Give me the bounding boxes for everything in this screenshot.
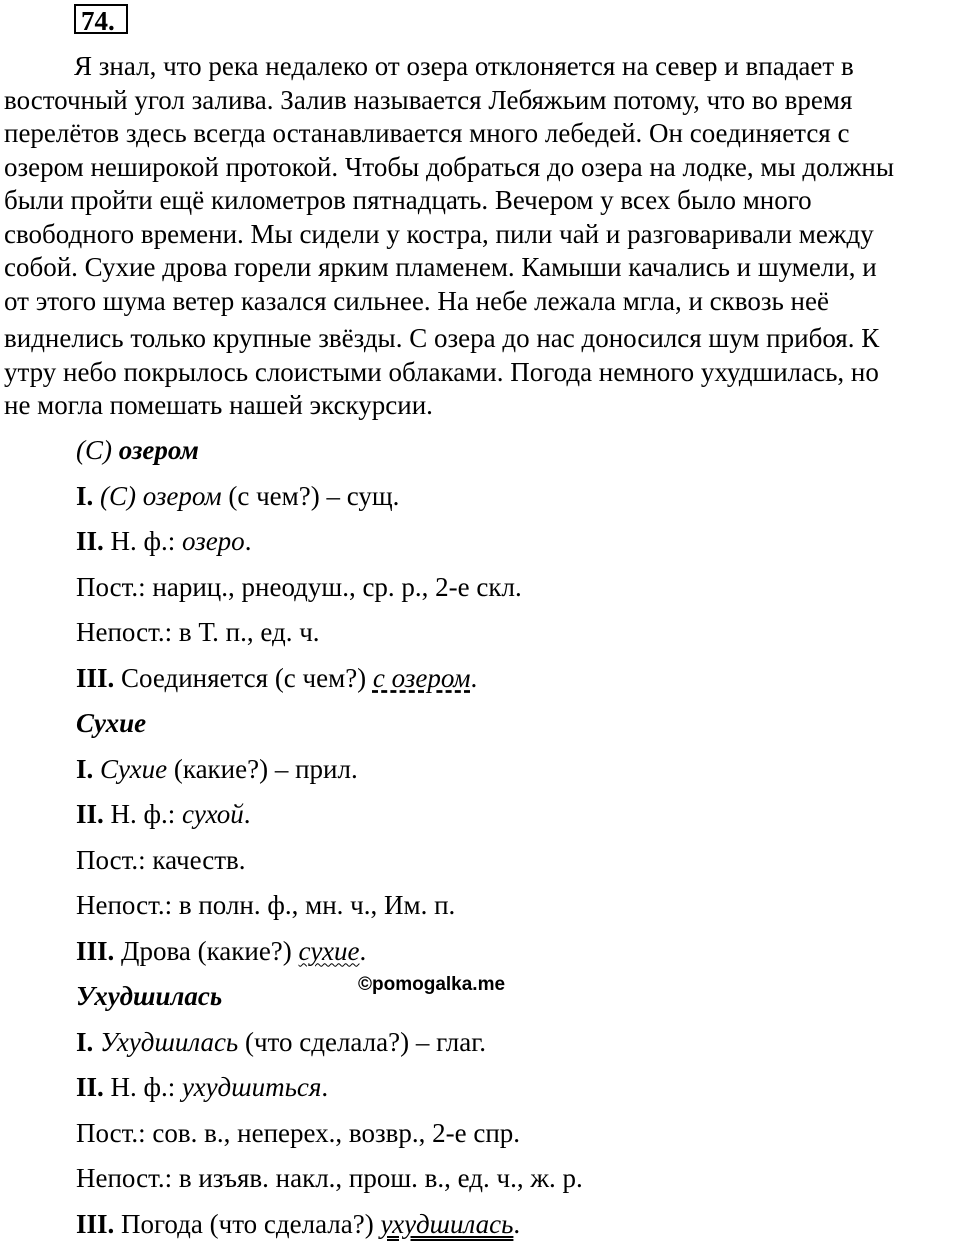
step-text: Погода (что сделала?) — [114, 1209, 380, 1239]
step-text: . — [471, 663, 478, 693]
sentence-role-word: с озером — [373, 663, 471, 693]
exercise-number: 74. — [74, 4, 128, 34]
heading-preposition: (С) — [76, 435, 112, 465]
analyzed-word: Сухие — [100, 754, 167, 784]
analysis-step-ii — [76, 796, 936, 842]
analysis-heading — [76, 432, 936, 478]
step-label: II. — [76, 526, 104, 556]
constant-features: Пост.: качеств. — [76, 842, 936, 888]
constant-features: Пост.: нариц., рнеодуш., ср. р., 2-е скл. — [76, 569, 936, 615]
analyzed-word: (С) озером — [100, 481, 222, 511]
text-line: перелётов здесь всегда останавливается много лебедей. Он соединяется с — [4, 117, 956, 151]
initial-form: ухудшиться — [182, 1072, 321, 1102]
text-line: озером неширокой протокой. Чтобы добраться до озера на лодке, мы должны — [4, 151, 956, 185]
text-line: Я знал, что река недалеко от озера отклоняется на север и впадает в — [4, 50, 956, 84]
step-label: III. — [76, 1209, 114, 1239]
step-text: (с чем?) – сущ. — [222, 481, 400, 511]
text-line: от этого шума ветер казался сильнее. На небе лежала мгла, и сквозь неё — [4, 285, 956, 319]
analysis-step-i — [76, 478, 936, 524]
step-text: . — [513, 1209, 520, 1239]
analysis-heading — [76, 705, 936, 751]
step-text: . — [321, 1072, 328, 1102]
step-text: Н. ф.: — [104, 1072, 182, 1102]
step-text: . — [245, 526, 252, 556]
variable-features: Непост.: в изъяв. накл., прош. в., ед. ч., ж. р. — [76, 1160, 936, 1206]
text-line: восточный угол залива. Залив называется Лебяжьим потому, что во время — [4, 84, 956, 118]
step-text: Н. ф.: — [104, 526, 182, 556]
constant-features: Пост.: сов. в., неперех., возвр., 2-е спр. — [76, 1115, 936, 1161]
heading-word: Сухие — [76, 708, 146, 738]
initial-form: сухой — [182, 799, 244, 829]
text-line: свободного времени. Мы сидели у костра, пили чай и разговаривали между — [4, 218, 956, 252]
step-label: I. — [76, 754, 93, 784]
step-label: III. — [76, 936, 114, 966]
text-line: были пройти ещё километров пятнадцать. Вечером у всех было много — [4, 184, 956, 218]
step-text: (что сделала?) – глаг. — [238, 1027, 486, 1057]
step-label: I. — [76, 1027, 93, 1057]
step-label: I. — [76, 481, 93, 511]
text-line: не могла помешать нашей экскурсии. — [4, 389, 956, 423]
analysis-heading — [76, 978, 936, 1024]
step-text: Соединяется (с чем?) — [114, 663, 373, 693]
watermark: ©pomogalka.me — [358, 974, 505, 996]
step-text: . — [244, 799, 251, 829]
sentence-role-word: сухие — [299, 936, 360, 966]
analysis-step-iii — [76, 1206, 936, 1251]
variable-features: Непост.: в полн. ф., мн. ч., Им. п. — [76, 887, 936, 933]
initial-form: озеро — [182, 526, 245, 556]
sentence-role-word: ухудшилась — [380, 1209, 513, 1239]
step-label: II. — [76, 1072, 104, 1102]
text-line: виднелись только крупные звёзды. С озера до нас доносился шум прибоя. К — [4, 322, 956, 356]
heading-word: озером — [119, 435, 199, 465]
analysis-step-iii — [76, 933, 936, 979]
analysis-step-ii — [76, 1069, 936, 1115]
text-line: собой. Сухие дрова горели ярким пламенем. Камыши качались и шумели, и — [4, 251, 956, 285]
step-text: Н. ф.: — [104, 799, 182, 829]
step-label: II. — [76, 799, 104, 829]
exercise-text — [4, 50, 956, 423]
step-text: (какие?) – прил. — [167, 754, 358, 784]
analysis-step-iii — [76, 660, 936, 706]
heading-word: Ухудшилась — [76, 981, 222, 1011]
step-label: III. — [76, 663, 114, 693]
morphological-analysis — [76, 432, 936, 1251]
analysis-step-i — [76, 751, 936, 797]
step-text: . — [359, 936, 366, 966]
text-line: утру небо покрылось слоистыми облаками. Погода немного ухудшилась, но — [4, 356, 956, 390]
analysis-step-i — [76, 1024, 936, 1070]
analyzed-word: Ухудшилась — [100, 1027, 238, 1057]
analysis-step-ii — [76, 523, 936, 569]
variable-features: Непост.: в Т. п., ед. ч. — [76, 614, 936, 660]
step-text: Дрова (какие?) — [114, 936, 298, 966]
